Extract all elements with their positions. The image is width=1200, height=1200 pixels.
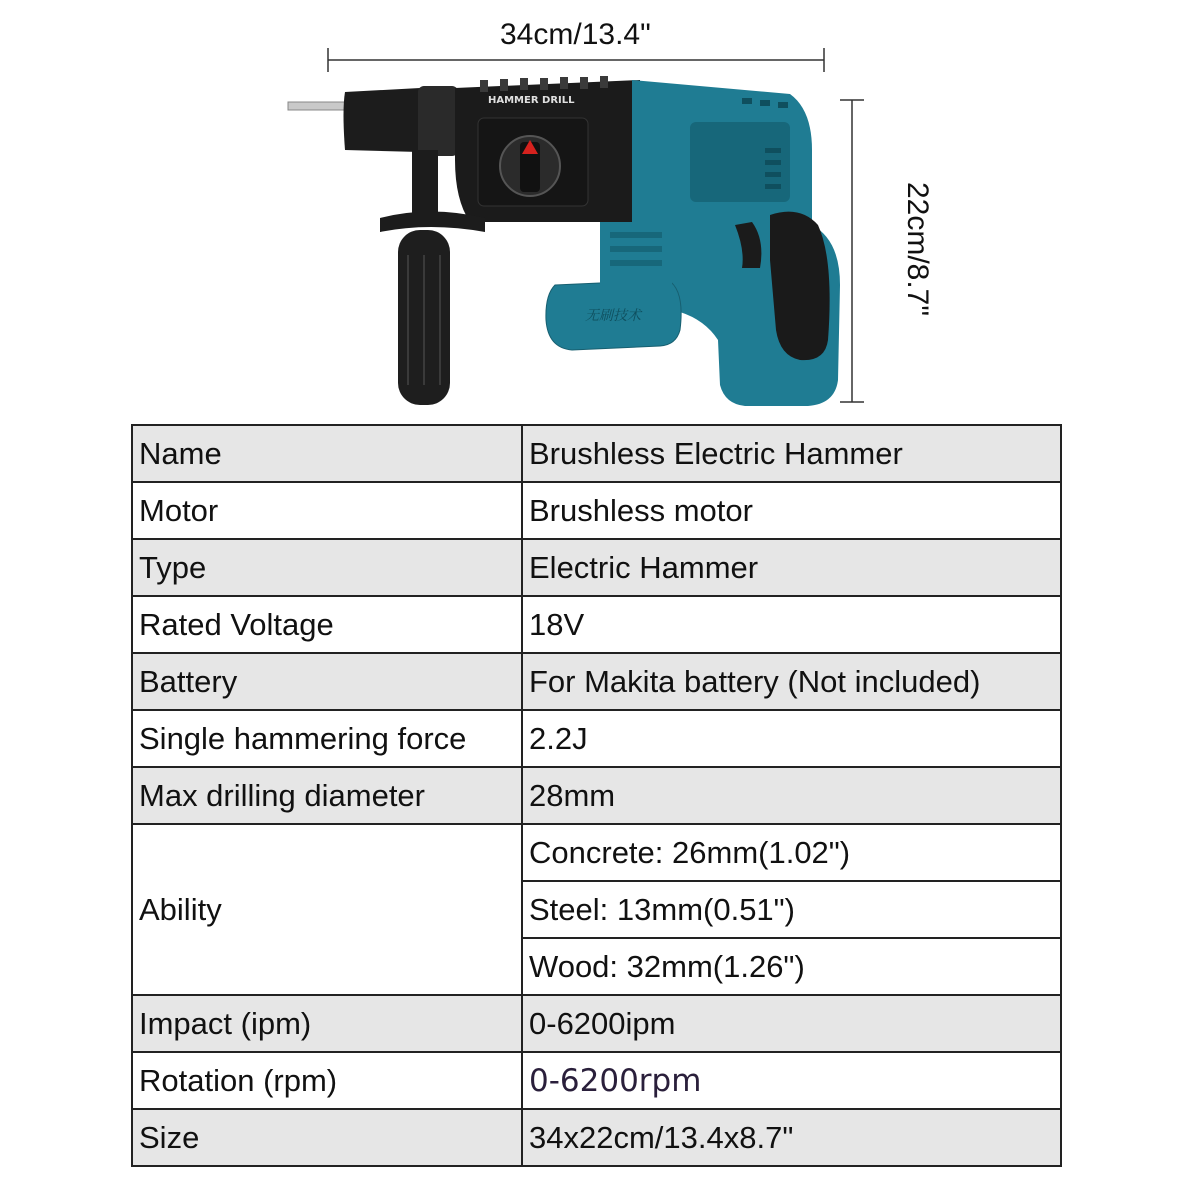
spec-key: Rated Voltage <box>132 596 522 653</box>
spec-value: Brushless motor <box>522 482 1061 539</box>
spec-row-max-diameter <box>132 767 1061 824</box>
spec-value: Wood: 32mm(1.26") <box>522 938 1061 995</box>
spec-value: 2.2J <box>522 710 1061 767</box>
base-text: 无刷技术 <box>585 308 641 324</box>
spec-key: Impact (ipm) <box>132 995 522 1052</box>
spec-key: Rotation (rpm) <box>132 1052 522 1109</box>
spec-row-motor <box>132 482 1061 539</box>
spec-row-hammering-force <box>132 710 1061 767</box>
spec-key: Ability <box>132 824 522 995</box>
height-dimension-line <box>840 100 864 402</box>
spec-row-battery <box>132 653 1061 710</box>
spec-row-rotation <box>132 1052 1061 1109</box>
spec-row-ability <box>132 824 1061 881</box>
aux-handle-collar <box>412 150 438 220</box>
rear-grip <box>770 212 830 360</box>
spec-row-name <box>132 425 1061 482</box>
spec-row-size <box>132 1109 1061 1166</box>
spec-key: Single hammering force <box>132 710 522 767</box>
chuck <box>344 88 421 152</box>
spec-key: Name <box>132 425 522 482</box>
hammer-drill-illustration <box>0 0 1200 420</box>
spec-value: 0-6200rpm <box>522 1052 1061 1109</box>
spec-value: For Makita battery (Not included) <box>522 653 1061 710</box>
spec-key: Size <box>132 1109 522 1166</box>
product-figure <box>0 0 1200 420</box>
spec-value: 28mm <box>522 767 1061 824</box>
spec-row-voltage <box>132 596 1061 653</box>
spec-key: Max drilling diameter <box>132 767 522 824</box>
spec-row-type <box>132 539 1061 596</box>
spec-table <box>131 424 1062 1167</box>
spec-value: Concrete: 26mm(1.02") <box>522 824 1061 881</box>
spec-row-impact <box>132 995 1061 1052</box>
drill-bit <box>288 102 350 110</box>
spec-value: 18V <box>522 596 1061 653</box>
spec-value: 34x22cm/13.4x8.7" <box>522 1109 1061 1166</box>
spec-value: Brushless Electric Hammer <box>522 425 1061 482</box>
width-label: 34cm/13.4" <box>500 18 651 51</box>
spec-value: Electric Hammer <box>522 539 1061 596</box>
spec-value: 0-6200ipm <box>522 995 1061 1052</box>
housing-text: HAMMER DRILL <box>488 95 575 106</box>
spec-value: Steel: 13mm(0.51") <box>522 881 1061 938</box>
spec-key: Battery <box>132 653 522 710</box>
spec-key: Motor <box>132 482 522 539</box>
spec-key: Type <box>132 539 522 596</box>
height-label: 22cm/8.7" <box>901 181 935 317</box>
